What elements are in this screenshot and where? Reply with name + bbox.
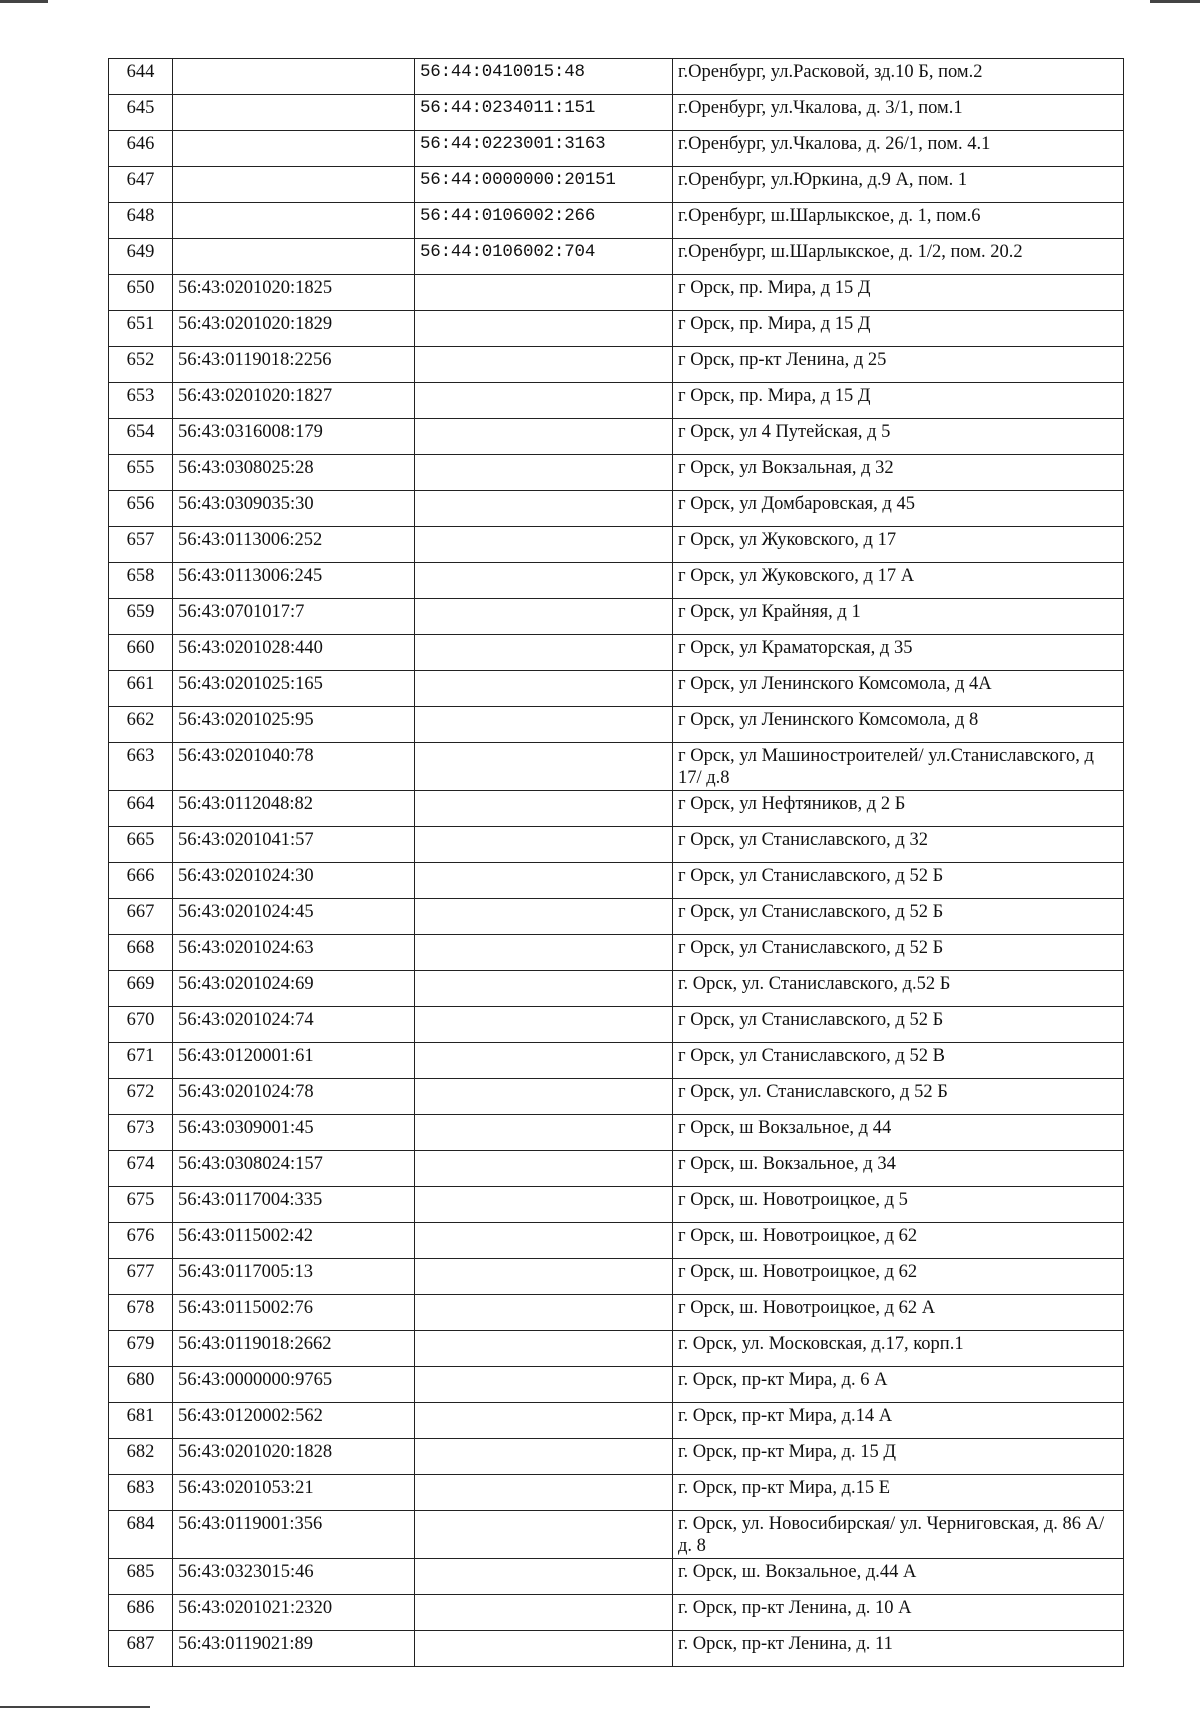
address-cell: г. Орск, ш. Вокзальное, д.44 А (673, 1559, 1124, 1595)
table-row (109, 1223, 1124, 1259)
address-cell: г Орск, ул. Станиславского, д 52 Б (673, 1079, 1124, 1115)
table-row (109, 383, 1124, 419)
row-number-cell: 673 (109, 1115, 173, 1151)
table-row (109, 311, 1124, 347)
table-row (109, 1007, 1124, 1043)
row-number-cell: 649 (109, 239, 173, 275)
cadastral-number-cell: 56:43:0201024:63 (173, 935, 415, 971)
cadastral-number-cell: 56:43:0201028:440 (173, 635, 415, 671)
row-number-cell: 654 (109, 419, 173, 455)
row-number-cell: 650 (109, 275, 173, 311)
row-number-cell: 655 (109, 455, 173, 491)
premises-cadastral-number-cell (415, 347, 673, 383)
cadastral-number-cell: 56:43:0119001:356 (173, 1511, 415, 1559)
table-row (109, 935, 1124, 971)
row-number-cell: 680 (109, 1367, 173, 1403)
row-number-cell: 651 (109, 311, 173, 347)
cadastral-number-cell: 56:43:0201020:1829 (173, 311, 415, 347)
premises-cadastral-number-cell (415, 671, 673, 707)
premises-cadastral-number-cell: 56:44:0000000:20151 (415, 167, 673, 203)
table-row (109, 95, 1124, 131)
row-number-cell: 678 (109, 1295, 173, 1331)
table-row (109, 1043, 1124, 1079)
address-cell: г Орск, пр. Мира, д 15 Д (673, 311, 1124, 347)
premises-cadastral-number-cell (415, 527, 673, 563)
table-row (109, 203, 1124, 239)
address-cell: г. Орск, пр-кт Мира, д. 15 Д (673, 1439, 1124, 1475)
premises-cadastral-number-cell (415, 275, 673, 311)
address-cell: г Орск, ул Ленинского Комсомола, д 4А (673, 671, 1124, 707)
premises-cadastral-number-cell (415, 1151, 673, 1187)
premises-cadastral-number-cell (415, 311, 673, 347)
address-cell: г Орск, ул Станиславского, д 52 Б (673, 899, 1124, 935)
premises-cadastral-number-cell (415, 1511, 673, 1559)
table-row (109, 1115, 1124, 1151)
premises-cadastral-number-cell (415, 419, 673, 455)
row-number-cell: 670 (109, 1007, 173, 1043)
row-number-cell: 665 (109, 827, 173, 863)
address-cell: г Орск, ул Станиславского, д 52 Б (673, 863, 1124, 899)
table-row (109, 527, 1124, 563)
address-cell: г.Оренбург, ул.Расковой, зд.10 Б, пом.2 (673, 59, 1124, 95)
table-row (109, 491, 1124, 527)
registry-table-body (109, 59, 1124, 1667)
address-cell: г Орск, ул Краматорская, д 35 (673, 635, 1124, 671)
premises-cadastral-number-cell (415, 935, 673, 971)
premises-cadastral-number-cell: 56:44:0106002:266 (415, 203, 673, 239)
row-number-cell: 667 (109, 899, 173, 935)
cadastral-number-cell (173, 203, 415, 239)
scan-artifact-top-right (1150, 0, 1200, 3)
address-cell: г Орск, ш. Новотроицкое, д 62 (673, 1223, 1124, 1259)
table-row (109, 1295, 1124, 1331)
table-row (109, 707, 1124, 743)
cadastral-number-cell (173, 95, 415, 131)
cadastral-number-cell: 56:43:0201024:74 (173, 1007, 415, 1043)
row-number-cell: 661 (109, 671, 173, 707)
table-row (109, 1631, 1124, 1667)
address-cell: г.Оренбург, ш.Шарлыкское, д. 1, пом.6 (673, 203, 1124, 239)
row-number-cell: 644 (109, 59, 173, 95)
row-number-cell: 663 (109, 743, 173, 791)
cadastral-number-cell: 56:43:0201025:165 (173, 671, 415, 707)
table-row (109, 563, 1124, 599)
premises-cadastral-number-cell (415, 1631, 673, 1667)
table-row (109, 1259, 1124, 1295)
address-cell: г Орск, ш Вокзальное, д 44 (673, 1115, 1124, 1151)
address-cell: г Орск, ш. Новотроицкое, д 62 (673, 1259, 1124, 1295)
premises-cadastral-number-cell: 56:44:0223001:3163 (415, 131, 673, 167)
row-number-cell: 676 (109, 1223, 173, 1259)
row-number-cell: 659 (109, 599, 173, 635)
table-row (109, 59, 1124, 95)
table-row (109, 131, 1124, 167)
premises-cadastral-number-cell (415, 791, 673, 827)
cadastral-number-cell: 56:43:0316008:179 (173, 419, 415, 455)
premises-cadastral-number-cell (415, 1595, 673, 1631)
address-cell: г. Орск, ул. Новосибирская/ ул. Черниговская, д. 86 А/ д. 8 (673, 1511, 1124, 1559)
premises-cadastral-number-cell (415, 899, 673, 935)
premises-cadastral-number-cell (415, 1475, 673, 1511)
cadastral-number-cell: 56:43:0201025:95 (173, 707, 415, 743)
scan-artifact-bottom-left (0, 1706, 150, 1708)
scan-artifact-top-left (0, 0, 48, 3)
address-cell: г Орск, ш. Новотроицкое, д 62 А (673, 1295, 1124, 1331)
address-cell: г Орск, ул Жуковского, д 17 А (673, 563, 1124, 599)
premises-cadastral-number-cell (415, 863, 673, 899)
address-cell: г Орск, ул Станиславского, д 52 Б (673, 1007, 1124, 1043)
cadastral-number-cell: 56:43:0201053:21 (173, 1475, 415, 1511)
table-row (109, 347, 1124, 383)
row-number-cell: 660 (109, 635, 173, 671)
premises-cadastral-number-cell (415, 1331, 673, 1367)
address-cell: г. Орск, пр-кт Ленина, д. 10 А (673, 1595, 1124, 1631)
table-row (109, 1079, 1124, 1115)
cadastral-number-cell: 56:43:0117004:335 (173, 1187, 415, 1223)
table-row (109, 1475, 1124, 1511)
cadastral-number-cell: 56:43:0323015:46 (173, 1559, 415, 1595)
cadastral-number-cell: 56:43:0201024:45 (173, 899, 415, 935)
premises-cadastral-number-cell (415, 1043, 673, 1079)
row-number-cell: 686 (109, 1595, 173, 1631)
table-row (109, 671, 1124, 707)
row-number-cell: 683 (109, 1475, 173, 1511)
row-number-cell: 652 (109, 347, 173, 383)
row-number-cell: 684 (109, 1511, 173, 1559)
premises-cadastral-number-cell (415, 1259, 673, 1295)
cadastral-number-cell: 56:43:0201021:2320 (173, 1595, 415, 1631)
cadastral-number-cell: 56:43:0201020:1828 (173, 1439, 415, 1475)
cadastral-number-cell: 56:43:0309035:30 (173, 491, 415, 527)
table-row (109, 599, 1124, 635)
address-cell: г. Орск, пр-кт Мира, д.15 Е (673, 1475, 1124, 1511)
premises-cadastral-number-cell (415, 1223, 673, 1259)
table-row (109, 419, 1124, 455)
address-cell: г Орск, ш. Новотроицкое, д 5 (673, 1187, 1124, 1223)
cadastral-number-cell: 56:43:0115002:42 (173, 1223, 415, 1259)
address-cell: г Орск, ул Ленинского Комсомола, д 8 (673, 707, 1124, 743)
row-number-cell: 645 (109, 95, 173, 131)
table-row (109, 791, 1124, 827)
cadastral-number-cell (173, 167, 415, 203)
premises-cadastral-number-cell (415, 1007, 673, 1043)
address-cell: г Орск, ул Домбаровская, д 45 (673, 491, 1124, 527)
premises-cadastral-number-cell (415, 563, 673, 599)
address-cell: г Орск, ул Станиславского, д 52 Б (673, 935, 1124, 971)
row-number-cell: 685 (109, 1559, 173, 1595)
cadastral-number-cell: 56:43:0201024:69 (173, 971, 415, 1007)
cadastral-number-cell: 56:43:0115002:76 (173, 1295, 415, 1331)
address-cell: г.Оренбург, ш.Шарлыкское, д. 1/2, пом. 20.2 (673, 239, 1124, 275)
row-number-cell: 666 (109, 863, 173, 899)
row-number-cell: 668 (109, 935, 173, 971)
table-row (109, 743, 1124, 791)
table-row (109, 827, 1124, 863)
cadastral-number-cell: 56:43:0119021:89 (173, 1631, 415, 1667)
premises-cadastral-number-cell: 56:44:0106002:704 (415, 239, 673, 275)
address-cell: г.Оренбург, ул.Чкалова, д. 26/1, пом. 4.1 (673, 131, 1124, 167)
address-cell: г. Орск, ул. Станиславского, д.52 Б (673, 971, 1124, 1007)
premises-cadastral-number-cell (415, 383, 673, 419)
premises-cadastral-number-cell (415, 1367, 673, 1403)
table-row (109, 275, 1124, 311)
premises-cadastral-number-cell (415, 455, 673, 491)
table-row (109, 1439, 1124, 1475)
table-row (109, 899, 1124, 935)
cadastral-number-cell: 56:43:0119018:2256 (173, 347, 415, 383)
cadastral-number-cell: 56:43:0201020:1825 (173, 275, 415, 311)
premises-cadastral-number-cell (415, 707, 673, 743)
row-number-cell: 647 (109, 167, 173, 203)
address-cell: г Орск, пр-кт Ленина, д 25 (673, 347, 1124, 383)
table-row (109, 1559, 1124, 1595)
cadastral-number-cell: 56:43:0113006:245 (173, 563, 415, 599)
cadastral-number-cell: 56:43:0112048:82 (173, 791, 415, 827)
row-number-cell: 679 (109, 1331, 173, 1367)
row-number-cell: 657 (109, 527, 173, 563)
address-cell: г. Орск, пр-кт Мира, д. 6 А (673, 1367, 1124, 1403)
table-row (109, 167, 1124, 203)
address-cell: г. Орск, пр-кт Ленина, д. 11 (673, 1631, 1124, 1667)
address-cell: г.Оренбург, ул.Юркина, д.9 А, пом. 1 (673, 167, 1124, 203)
row-number-cell: 664 (109, 791, 173, 827)
address-cell: г Орск, пр. Мира, д 15 Д (673, 383, 1124, 419)
table-row (109, 635, 1124, 671)
row-number-cell: 669 (109, 971, 173, 1007)
address-cell: г Орск, ул Крайняя, д 1 (673, 599, 1124, 635)
row-number-cell: 687 (109, 1631, 173, 1667)
row-number-cell: 656 (109, 491, 173, 527)
cadastral-number-cell: 56:43:0000000:9765 (173, 1367, 415, 1403)
cadastral-number-cell: 56:43:0201041:57 (173, 827, 415, 863)
table-row (109, 1187, 1124, 1223)
table-row (109, 1367, 1124, 1403)
cadastral-number-cell: 56:43:0308025:28 (173, 455, 415, 491)
premises-cadastral-number-cell (415, 1115, 673, 1151)
premises-cadastral-number-cell: 56:44:0410015:48 (415, 59, 673, 95)
table-row (109, 1511, 1124, 1559)
row-number-cell: 674 (109, 1151, 173, 1187)
address-cell: г Орск, ул Станиславского, д 52 В (673, 1043, 1124, 1079)
address-cell: г Орск, ул Машиностроителей/ ул.Станиславского, д 17/ д.8 (673, 743, 1124, 791)
premises-cadastral-number-cell (415, 1559, 673, 1595)
address-cell: г Орск, ул Вокзальная, д 32 (673, 455, 1124, 491)
premises-cadastral-number-cell (415, 599, 673, 635)
address-cell: г Орск, ш. Вокзальное, д 34 (673, 1151, 1124, 1187)
table-row (109, 1151, 1124, 1187)
address-cell: г Орск, ул Станиславского, д 32 (673, 827, 1124, 863)
premises-cadastral-number-cell (415, 1295, 673, 1331)
row-number-cell: 681 (109, 1403, 173, 1439)
address-cell: г Орск, ул Жуковского, д 17 (673, 527, 1124, 563)
premises-cadastral-number-cell (415, 1403, 673, 1439)
row-number-cell: 658 (109, 563, 173, 599)
row-number-cell: 671 (109, 1043, 173, 1079)
cadastral-number-cell: 56:43:0201020:1827 (173, 383, 415, 419)
row-number-cell: 677 (109, 1259, 173, 1295)
row-number-cell: 648 (109, 203, 173, 239)
row-number-cell: 675 (109, 1187, 173, 1223)
cadastral-number-cell: 56:43:0119018:2662 (173, 1331, 415, 1367)
cadastral-number-cell: 56:43:0309001:45 (173, 1115, 415, 1151)
cadastral-number-cell: 56:43:0117005:13 (173, 1259, 415, 1295)
premises-cadastral-number-cell (415, 1079, 673, 1115)
row-number-cell: 646 (109, 131, 173, 167)
cadastral-number-cell: 56:43:0201024:78 (173, 1079, 415, 1115)
cadastral-number-cell: 56:43:0308024:157 (173, 1151, 415, 1187)
cadastral-number-cell: 56:43:0120002:562 (173, 1403, 415, 1439)
cadastral-number-cell: 56:43:0120001:61 (173, 1043, 415, 1079)
row-number-cell: 662 (109, 707, 173, 743)
cadastral-number-cell (173, 239, 415, 275)
table-row (109, 863, 1124, 899)
table-row (109, 971, 1124, 1007)
address-cell: г. Орск, ул. Московская, д.17, корп.1 (673, 1331, 1124, 1367)
cadastral-number-cell: 56:43:0201024:30 (173, 863, 415, 899)
cadastral-number-cell (173, 59, 415, 95)
row-number-cell: 653 (109, 383, 173, 419)
premises-cadastral-number-cell (415, 827, 673, 863)
address-cell: г. Орск, пр-кт Мира, д.14 А (673, 1403, 1124, 1439)
cadastral-number-cell (173, 131, 415, 167)
premises-cadastral-number-cell (415, 491, 673, 527)
premises-cadastral-number-cell (415, 1187, 673, 1223)
premises-cadastral-number-cell (415, 635, 673, 671)
table-row (109, 1331, 1124, 1367)
address-cell: г Орск, ул 4 Путейская, д 5 (673, 419, 1124, 455)
premises-cadastral-number-cell (415, 971, 673, 1007)
row-number-cell: 682 (109, 1439, 173, 1475)
row-number-cell: 672 (109, 1079, 173, 1115)
table-row (109, 239, 1124, 275)
address-cell: г Орск, пр. Мира, д 15 Д (673, 275, 1124, 311)
cadastral-number-cell: 56:43:0201040:78 (173, 743, 415, 791)
address-cell: г Орск, ул Нефтяников, д 2 Б (673, 791, 1124, 827)
premises-cadastral-number-cell (415, 743, 673, 791)
table-row (109, 1595, 1124, 1631)
premises-cadastral-number-cell: 56:44:0234011:151 (415, 95, 673, 131)
table-row (109, 1403, 1124, 1439)
cadastral-number-cell: 56:43:0113006:252 (173, 527, 415, 563)
cadastral-number-cell: 56:43:0701017:7 (173, 599, 415, 635)
property-registry-table (108, 58, 1124, 1667)
table-row (109, 455, 1124, 491)
premises-cadastral-number-cell (415, 1439, 673, 1475)
address-cell: г.Оренбург, ул.Чкалова, д. 3/1, пом.1 (673, 95, 1124, 131)
